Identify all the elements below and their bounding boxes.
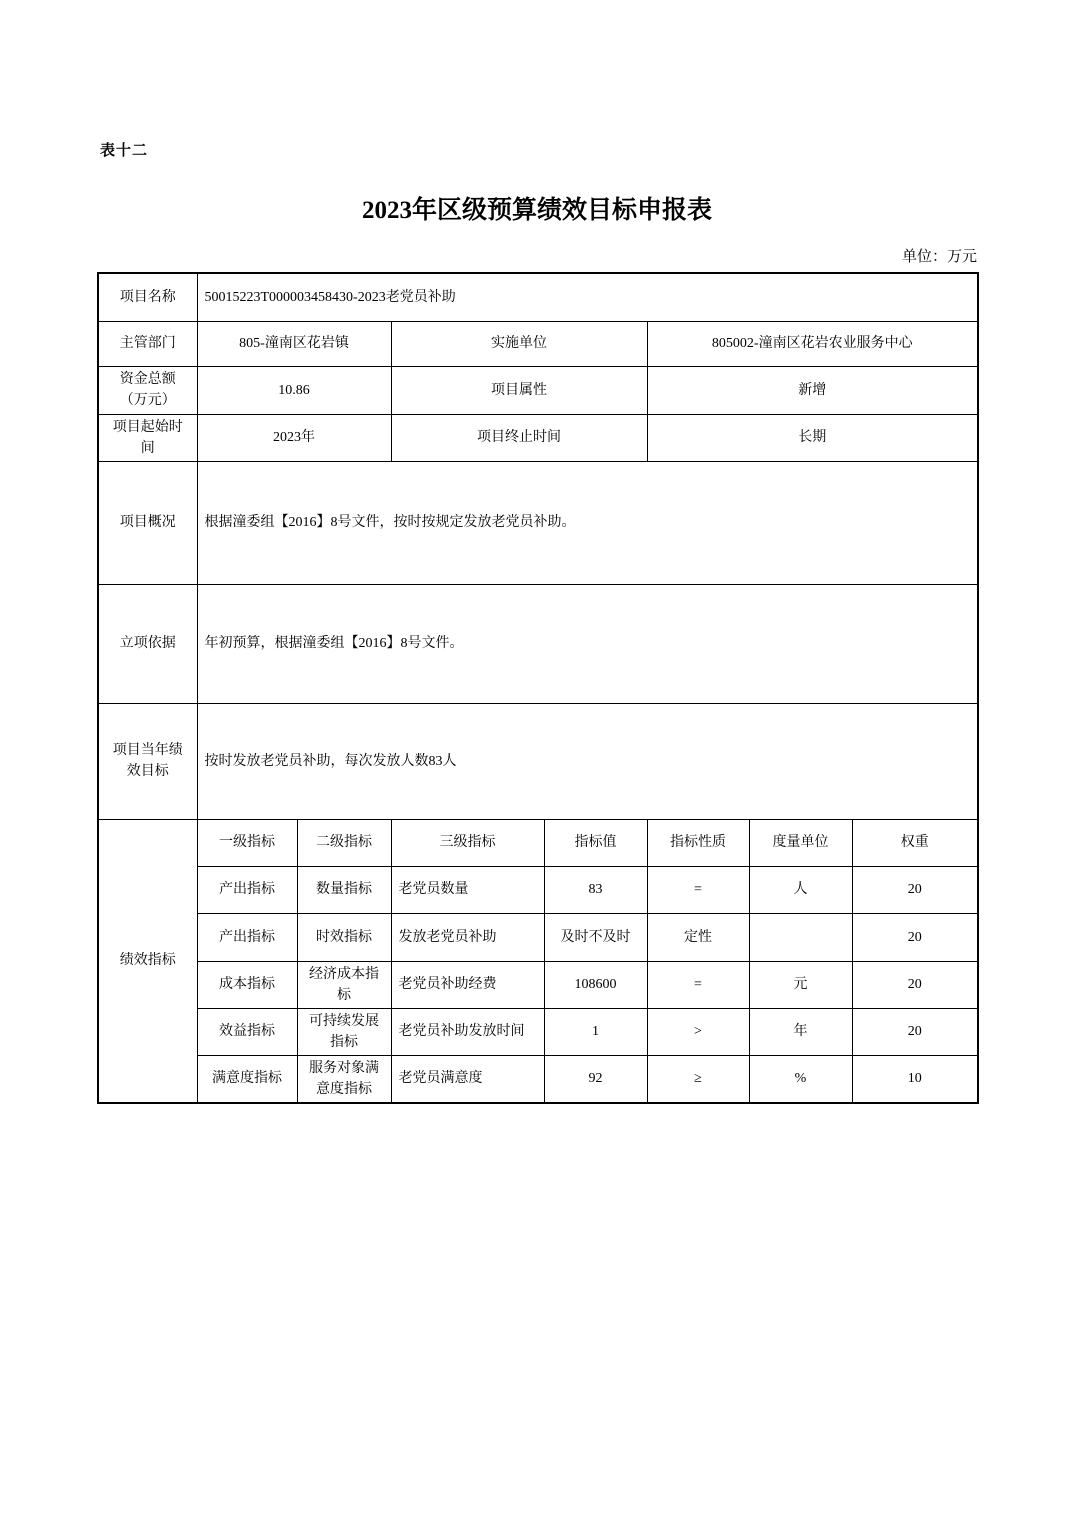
project-dates-row	[98, 414, 978, 461]
indicator-level1-cell: 产出指标	[197, 866, 297, 913]
project-overview-row	[98, 461, 978, 584]
indicator-level3-cell: 老党员补助经费	[391, 961, 544, 1008]
indicator-nature-cell: =	[647, 961, 749, 1008]
indicator-unit-cell: %	[749, 1055, 852, 1103]
annual-goal-row	[98, 703, 978, 819]
indicator-nature-cell: >	[647, 1008, 749, 1055]
project-basis-value: 年初预算，根据潼委组【2016】8号文件。	[197, 584, 978, 703]
indicator-row	[98, 866, 978, 913]
indicator-level1-cell: 成本指标	[197, 961, 297, 1008]
indicator-weight-cell: 20	[852, 866, 978, 913]
indicator-value-cell: 83	[544, 866, 647, 913]
indicator-level1-cell: 满意度指标	[197, 1055, 297, 1103]
indicator-weight-cell: 20	[852, 913, 978, 961]
project-end-label: 项目终止时间	[391, 414, 647, 461]
indicator-level3-cell: 发放老党员补助	[391, 913, 544, 961]
project-start-label: 项目起始时间	[98, 414, 197, 461]
indicator-level2-cell: 可持续发展指标	[297, 1008, 391, 1055]
indicator-row	[98, 961, 978, 1008]
indicator-row	[98, 913, 978, 961]
indicator-level3-cell: 老党员数量	[391, 866, 544, 913]
indicator-nature-cell: ≥	[647, 1055, 749, 1103]
project-overview-value: 根据潼委组【2016】8号文件，按时按规定发放老党员补助。	[197, 461, 978, 584]
indicator-level3-cell: 老党员补助发放时间	[391, 1008, 544, 1055]
indicator-header-unit: 度量单位	[749, 819, 852, 866]
department-label: 主管部门	[98, 321, 197, 366]
indicator-level2-cell: 服务对象满意度指标	[297, 1055, 391, 1103]
indicator-header-value: 指标值	[544, 819, 647, 866]
indicators-section-label: 绩效指标	[98, 819, 197, 1103]
indicator-nature-cell: =	[647, 866, 749, 913]
indicator-unit-cell: 人	[749, 866, 852, 913]
indicator-level2-cell: 经济成本指标	[297, 961, 391, 1008]
indicator-weight-cell: 10	[852, 1055, 978, 1103]
declaration-table	[97, 272, 979, 1104]
indicator-unit-cell	[749, 913, 852, 961]
indicator-row	[98, 1008, 978, 1055]
project-name-label: 项目名称	[98, 273, 197, 321]
indicator-weight-cell: 20	[852, 1008, 978, 1055]
indicator-level1-cell: 效益指标	[197, 1008, 297, 1055]
project-attribute-label: 项目属性	[391, 366, 647, 414]
project-end-value: 长期	[647, 414, 978, 461]
project-attribute-value: 新增	[647, 366, 978, 414]
impl-unit-value: 805002-潼南区花岩农业服务中心	[647, 321, 978, 366]
indicator-value-cell: 108600	[544, 961, 647, 1008]
unit-note: 单位：万元	[901, 249, 977, 265]
annual-goal-value: 按时发放老党员补助，每次发放人数83人	[197, 703, 978, 819]
indicator-level1-cell: 产出指标	[197, 913, 297, 961]
indicator-value-cell: 及时不及时	[544, 913, 647, 961]
project-name-row	[98, 273, 978, 321]
indicator-value-cell: 92	[544, 1055, 647, 1103]
indicator-header-level1: 一级指标	[197, 819, 297, 866]
project-basis-row	[98, 584, 978, 703]
indicator-value-cell: 1	[544, 1008, 647, 1055]
indicator-weight-cell: 20	[852, 961, 978, 1008]
total-fund-row	[98, 366, 978, 414]
table-number-label: 表十二	[100, 143, 149, 159]
project-overview-label: 项目概况	[98, 461, 197, 584]
indicator-level2-cell: 时效指标	[297, 913, 391, 961]
indicator-header-weight: 权重	[852, 819, 978, 866]
project-basis-label: 立项依据	[98, 584, 197, 703]
impl-unit-label: 实施单位	[391, 321, 647, 366]
department-row	[98, 321, 978, 366]
indicator-nature-cell: 定性	[647, 913, 749, 961]
project-name-value: 50015223T000003458430-2023老党员补助	[197, 273, 978, 321]
indicator-unit-cell: 年	[749, 1008, 852, 1055]
indicator-header-nature: 指标性质	[647, 819, 749, 866]
indicator-level3-cell: 老党员满意度	[391, 1055, 544, 1103]
indicator-header-level3: 三级指标	[391, 819, 544, 866]
annual-goal-label: 项目当年绩效目标	[98, 703, 197, 819]
total-fund-value: 10.86	[197, 366, 391, 414]
project-start-value: 2023年	[197, 414, 391, 461]
indicator-level2-cell: 数量指标	[297, 866, 391, 913]
indicator-header-level2: 二级指标	[297, 819, 391, 866]
indicator-row	[98, 1055, 978, 1103]
department-value: 805-潼南区花岩镇	[197, 321, 391, 366]
total-fund-label: 资金总额（万元）	[98, 366, 197, 414]
indicator-header-row	[98, 819, 978, 866]
page-title: 2023年区级预算绩效目标申报表	[361, 197, 712, 224]
indicator-unit-cell: 元	[749, 961, 852, 1008]
